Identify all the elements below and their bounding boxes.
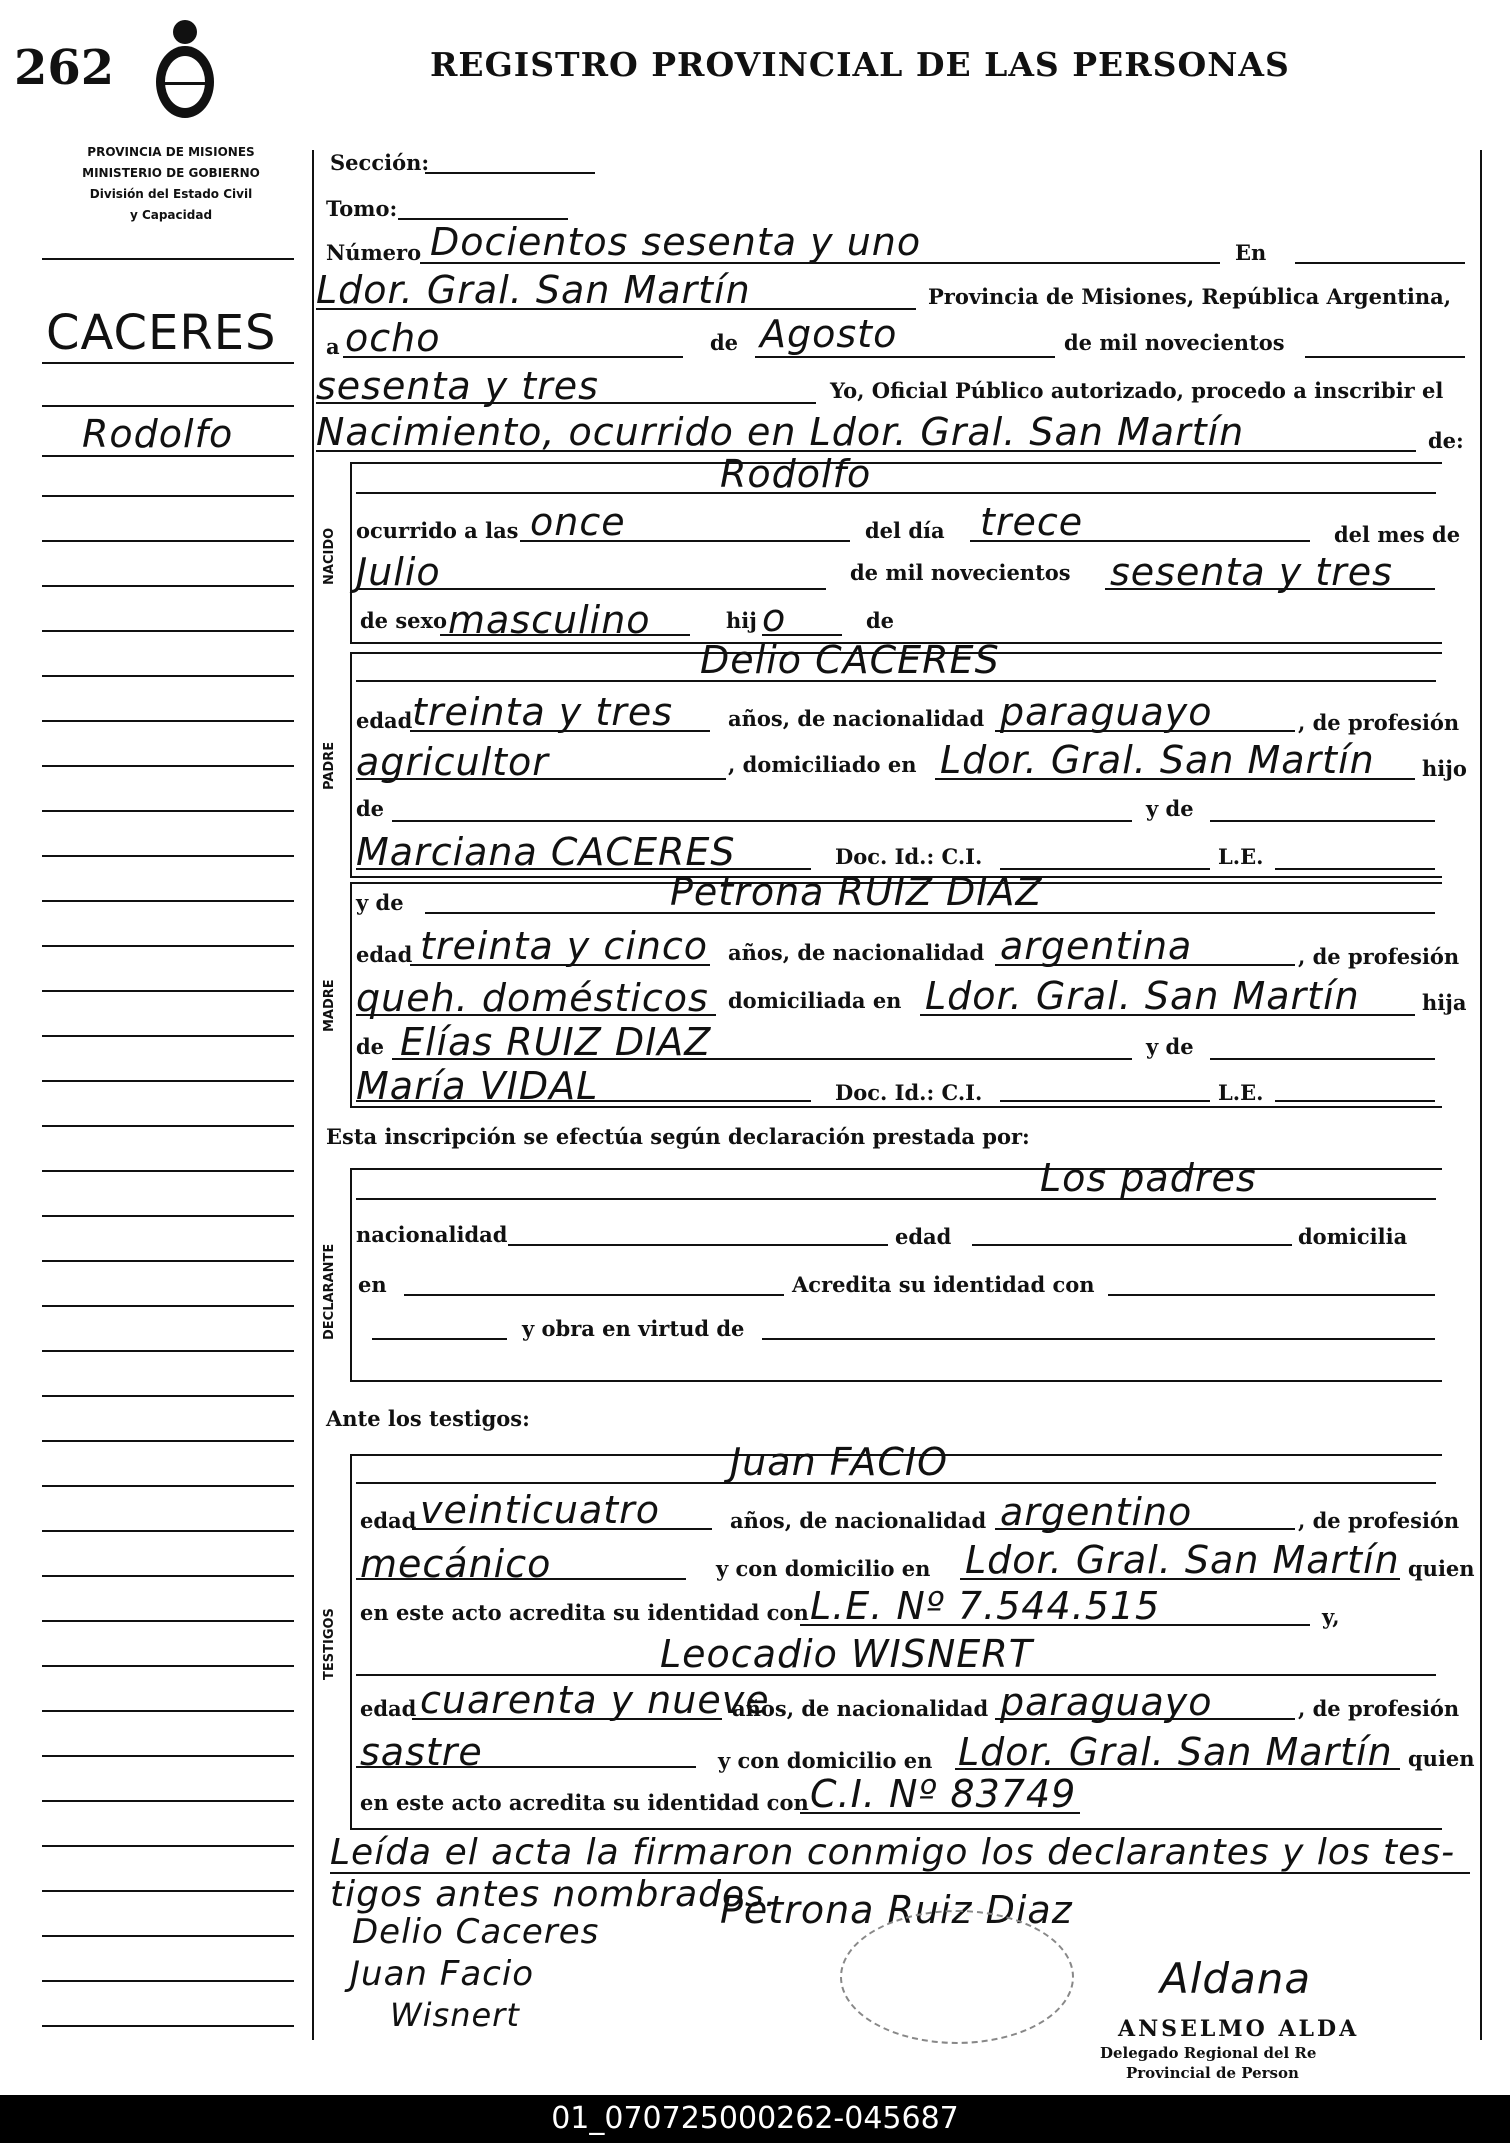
padre-profesion-value: agricultor bbox=[356, 740, 549, 784]
lugar-field bbox=[316, 308, 916, 310]
padre-le-field bbox=[1275, 868, 1435, 870]
hijo-field bbox=[762, 634, 842, 636]
label-profesion-t1: , de profesión bbox=[1298, 1508, 1460, 1533]
document-title: REGISTRO PROVINCIAL DE LAS PERSONAS bbox=[430, 45, 1290, 84]
label-doc-id-padre: Doc. Id.: C.I. bbox=[835, 844, 983, 869]
label-provincia: Provincia de Misiones, República Argentina, bbox=[928, 284, 1452, 309]
mes-nac-field bbox=[356, 588, 826, 590]
label-de-mil-novecientos: de mil novecientos bbox=[1064, 330, 1285, 355]
label-de-hijo: de bbox=[866, 608, 895, 633]
madre-nombre-field bbox=[425, 912, 1435, 914]
numero-value: Docientos sesenta y uno bbox=[430, 220, 922, 264]
label-con-domicilio-t1: y con domicilio en bbox=[716, 1556, 931, 1581]
dia-nac-value: trece bbox=[980, 500, 1084, 544]
testigo2-identidad-field bbox=[800, 1812, 1080, 1814]
testigo2-edad-value: cuarenta y nueve bbox=[420, 1678, 770, 1722]
nombre-field bbox=[356, 492, 1436, 494]
padre-domicilio-value: Ldor. Gral. San Martín bbox=[940, 738, 1375, 782]
page-number: 262 bbox=[14, 40, 115, 96]
anio-field-a bbox=[1305, 356, 1465, 358]
declarante-virtud-field bbox=[762, 1338, 1435, 1340]
mes-value: Agosto bbox=[760, 312, 898, 356]
label-quien-t1: quien bbox=[1408, 1556, 1475, 1581]
label-de-padre: de bbox=[356, 796, 385, 821]
testigo1-profesion-value: mecánico bbox=[360, 1542, 552, 1586]
label-del-dia: del día bbox=[865, 518, 945, 543]
office-line: PROVINCIA DE MISIONES bbox=[87, 145, 255, 159]
label-anos-padre: años, de nacionalidad bbox=[728, 706, 985, 731]
label-edad-t1: edad bbox=[360, 1508, 417, 1533]
dia-nac-field bbox=[970, 540, 1310, 542]
numero-field bbox=[420, 262, 1220, 264]
label-profesion-t2: , de profesión bbox=[1298, 1696, 1460, 1721]
testigo1-nacionalidad-value: argentino bbox=[1000, 1490, 1193, 1534]
testigo2-profesion-field bbox=[356, 1766, 696, 1768]
label-y-de-madre: y de bbox=[1146, 1034, 1194, 1059]
label-anos-t1: años, de nacionalidad bbox=[730, 1508, 987, 1533]
closing-line-1: Leída el acta la firmaron conmigo los declarantes y los tes- bbox=[330, 1832, 1456, 1873]
testigo2-profesion-value: sastre bbox=[360, 1730, 483, 1774]
madre-y-de-field bbox=[1210, 1058, 1435, 1060]
testigo1-domicilio-value: Ldor. Gral. San Martín bbox=[965, 1538, 1400, 1582]
office-line: MINISTERIO DE GOBIERNO bbox=[82, 166, 260, 180]
label-le-padre: L.E. bbox=[1218, 844, 1264, 869]
label-ocurrido: ocurrido a las bbox=[356, 518, 519, 543]
label-y-coma-t1: y, bbox=[1322, 1604, 1340, 1629]
padre-edad-value: treinta y tres bbox=[412, 690, 674, 734]
testigo2-identidad-value: C.I. Nº 83749 bbox=[810, 1772, 1077, 1816]
sexo-value: masculino bbox=[448, 598, 651, 642]
label-acredita-decl: Acredita su identidad con bbox=[792, 1272, 1095, 1297]
form-right-border bbox=[1480, 150, 1482, 2040]
anio-value: sesenta y tres bbox=[316, 364, 599, 408]
madre-ci-field bbox=[1000, 1100, 1210, 1102]
hijo-suffix: o bbox=[762, 596, 787, 640]
declarante-edad-field bbox=[972, 1244, 1292, 1246]
madre-nombre-value: Petrona RUIZ DIAZ bbox=[670, 870, 1043, 914]
label-y-de-madre-top: y de bbox=[356, 890, 404, 915]
padre-madre-value: Marciana CACERES bbox=[356, 830, 736, 874]
label-profesion-madre: , de profesión bbox=[1298, 944, 1460, 969]
margin-surname: CACERES bbox=[46, 305, 277, 361]
label-numero: Número bbox=[326, 240, 422, 265]
anio-field bbox=[316, 402, 816, 404]
dia-field bbox=[343, 356, 683, 358]
mes-field bbox=[755, 356, 1055, 358]
coat-of-arms bbox=[152, 16, 218, 120]
padre-nacionalidad-field bbox=[995, 730, 1295, 732]
madre-domicilio-value: Ldor. Gral. San Martín bbox=[925, 974, 1360, 1018]
label-le-madre: L.E. bbox=[1218, 1080, 1264, 1105]
testigo2-nacionalidad-value: paraguayo bbox=[1000, 1680, 1213, 1724]
hora-field bbox=[520, 540, 850, 542]
side-label-padre: PADRE bbox=[322, 741, 337, 790]
madre-domicilio-field bbox=[920, 1014, 1415, 1016]
padre-profesion-field bbox=[356, 778, 726, 780]
declarante-nombre-value: Los padres bbox=[1040, 1156, 1257, 1200]
padre-padre-field bbox=[392, 820, 1132, 822]
dia-value: ocho bbox=[345, 316, 441, 360]
testigo1-domicilio-field bbox=[960, 1578, 1400, 1580]
testigo2-nacionalidad-field bbox=[995, 1718, 1295, 1720]
nombre-value: Rodolfo bbox=[720, 452, 872, 496]
madre-padre-value: Elías RUIZ DIAZ bbox=[400, 1020, 712, 1064]
side-label-nacido: NACIDO bbox=[322, 527, 337, 585]
label-ante-testigos: Ante los testigos: bbox=[326, 1406, 530, 1431]
label-doc-id-madre: Doc. Id.: C.I. bbox=[835, 1080, 983, 1105]
label-tomo: Tomo: bbox=[326, 196, 398, 221]
padre-nombre-value: Delio CACERES bbox=[700, 638, 1000, 682]
signature-mother: Petrona Ruiz Diaz bbox=[720, 1888, 1073, 1932]
acto-value: Nacimiento, ocurrido en Ldor. Gral. San Martín bbox=[316, 410, 1245, 454]
label-yo-oficial: Yo, Oficial Público autorizado, procedo a inscribir el bbox=[830, 378, 1444, 403]
testigo1-identidad-value: L.E. Nº 7.544.515 bbox=[810, 1584, 1161, 1628]
declarante-en-field bbox=[404, 1294, 784, 1296]
label-obra-virtud: y obra en virtud de bbox=[522, 1316, 745, 1341]
label-de-colon: de: bbox=[1428, 428, 1464, 453]
label-acredita-t1: en este acto acredita su identidad con bbox=[360, 1600, 809, 1625]
label-profesion-padre: , de profesión bbox=[1298, 710, 1460, 735]
label-en: En bbox=[1235, 240, 1267, 265]
label-acredita-t2: en este acto acredita su identidad con bbox=[360, 1790, 809, 1815]
seccion-field bbox=[425, 172, 595, 174]
label-de-madre: de bbox=[356, 1034, 385, 1059]
testigo1-nombre-value: Juan FACIO bbox=[730, 1440, 949, 1484]
label-edad-padre: edad bbox=[356, 708, 413, 733]
declarante-acredita-field bbox=[1108, 1294, 1435, 1296]
label-edad-decl: edad bbox=[895, 1224, 952, 1249]
testigo1-edad-field bbox=[412, 1528, 712, 1530]
label-anos-madre: años, de nacionalidad bbox=[728, 940, 985, 965]
side-label-madre: MADRE bbox=[322, 979, 337, 1032]
label-y-de-padre: y de bbox=[1146, 796, 1194, 821]
margin-given-name: Rodolfo bbox=[82, 412, 234, 456]
label-nacionalidad-decl: nacionalidad bbox=[356, 1222, 508, 1247]
madre-madre-value: María VIDAL bbox=[356, 1064, 599, 1108]
lugar-value: Ldor. Gral. San Martín bbox=[316, 268, 751, 312]
label-hijo-padre: hijo bbox=[1422, 756, 1467, 781]
label-a: a bbox=[326, 334, 340, 359]
label-anos-t2: años, de nacionalidad bbox=[732, 1696, 989, 1721]
madre-madre-field bbox=[356, 1100, 811, 1102]
testigo2-nombre-value: Leocadio WISNERT bbox=[660, 1632, 1033, 1676]
mes-nac-value: Julio bbox=[356, 550, 441, 594]
madre-nacionalidad-value: argentina bbox=[1000, 924, 1193, 968]
label-domicilia-decl: domicilia bbox=[1298, 1224, 1408, 1249]
declarante-doc-field bbox=[372, 1338, 507, 1340]
label-edad-t2: edad bbox=[360, 1696, 417, 1721]
official-title: Delegado Regional del Re bbox=[1100, 2044, 1317, 2062]
side-label-testigos: TESTIGOS bbox=[322, 1608, 337, 1680]
testigo2-nombre-field bbox=[356, 1674, 1436, 1676]
label-hija-madre: hija bbox=[1422, 990, 1467, 1015]
label-declaracion: Esta inscripción se efectúa según declaración prestada por: bbox=[326, 1124, 1030, 1149]
side-label-declarante: DECLARANTE bbox=[322, 1243, 337, 1340]
padre-nombre-field bbox=[356, 680, 1436, 682]
testigo1-profesion-field bbox=[356, 1578, 686, 1580]
testigo2-domicilio-field bbox=[955, 1768, 1400, 1770]
madre-profesion-value: queh. domésticos bbox=[356, 976, 709, 1020]
label-quien-t2: quien bbox=[1408, 1746, 1475, 1771]
madre-nacionalidad-field bbox=[995, 964, 1295, 966]
anio-nac-value: sesenta y tres bbox=[1110, 550, 1393, 594]
label-mil-novecientos-nac: de mil novecientos bbox=[850, 560, 1071, 585]
madre-edad-field bbox=[410, 964, 710, 966]
signature-witness-2: Wisnert bbox=[390, 1996, 520, 2034]
declarante-nacionalidad-field bbox=[508, 1244, 888, 1246]
hora-value: once bbox=[530, 500, 626, 544]
label-edad-madre: edad bbox=[356, 942, 413, 967]
madre-padre-field bbox=[392, 1058, 1132, 1060]
office-line: y Capacidad bbox=[129, 208, 213, 222]
signature-official: Aldana bbox=[1160, 1954, 1312, 2003]
padre-nacionalidad-value: paraguayo bbox=[1000, 690, 1213, 734]
label-de: de bbox=[710, 330, 739, 355]
closing-line-2: tigos antes nombrados. bbox=[330, 1874, 778, 1915]
label-del-mes: del mes de bbox=[1334, 522, 1461, 547]
label-seccion: Sección: bbox=[330, 150, 430, 175]
label-en-decl: en bbox=[358, 1272, 387, 1297]
label-domiciliada: domiciliada en bbox=[728, 988, 902, 1013]
office-line: División del Estado Civil bbox=[89, 187, 253, 201]
form-left-border bbox=[312, 150, 314, 2040]
sexo-field bbox=[440, 634, 690, 636]
anio-nac-field bbox=[1105, 588, 1435, 590]
testigo1-identidad-field bbox=[800, 1624, 1310, 1626]
padre-domicilio-field bbox=[935, 778, 1415, 780]
official-seal bbox=[840, 1910, 1074, 2044]
madre-profesion-field bbox=[356, 1014, 716, 1016]
official-name: ANSELMO ALDA bbox=[1118, 2016, 1360, 2042]
official-title-2: Provincial de Person bbox=[1126, 2064, 1299, 2082]
label-con-domicilio-t2: y con domicilio en bbox=[718, 1748, 933, 1773]
document-id-footer: 01_070725000262-045687 bbox=[0, 2095, 1510, 2143]
testigo1-nacionalidad-field bbox=[995, 1528, 1295, 1530]
office-block bbox=[36, 142, 306, 226]
label-domiciliado: , domiciliado en bbox=[728, 752, 917, 777]
padre-y-de-field bbox=[1210, 820, 1435, 822]
declarante-nombre-field bbox=[356, 1198, 1436, 1200]
testigo1-edad-value: veinticuatro bbox=[420, 1488, 660, 1532]
madre-edad-value: treinta y cinco bbox=[420, 924, 709, 968]
label-hijo: hij bbox=[726, 608, 757, 633]
testigo1-nombre-field bbox=[356, 1482, 1436, 1484]
signature-father: Delio Caceres bbox=[352, 1912, 600, 1952]
testigo2-domicilio-value: Ldor. Gral. San Martín bbox=[958, 1730, 1393, 1774]
label-sexo: de sexo bbox=[360, 608, 448, 633]
signature-witness-1: Juan Facio bbox=[350, 1954, 535, 1994]
madre-le-field bbox=[1275, 1100, 1435, 1102]
padre-edad-field bbox=[410, 730, 710, 732]
en-field bbox=[1295, 262, 1465, 264]
testigo2-edad-field bbox=[412, 1718, 722, 1720]
